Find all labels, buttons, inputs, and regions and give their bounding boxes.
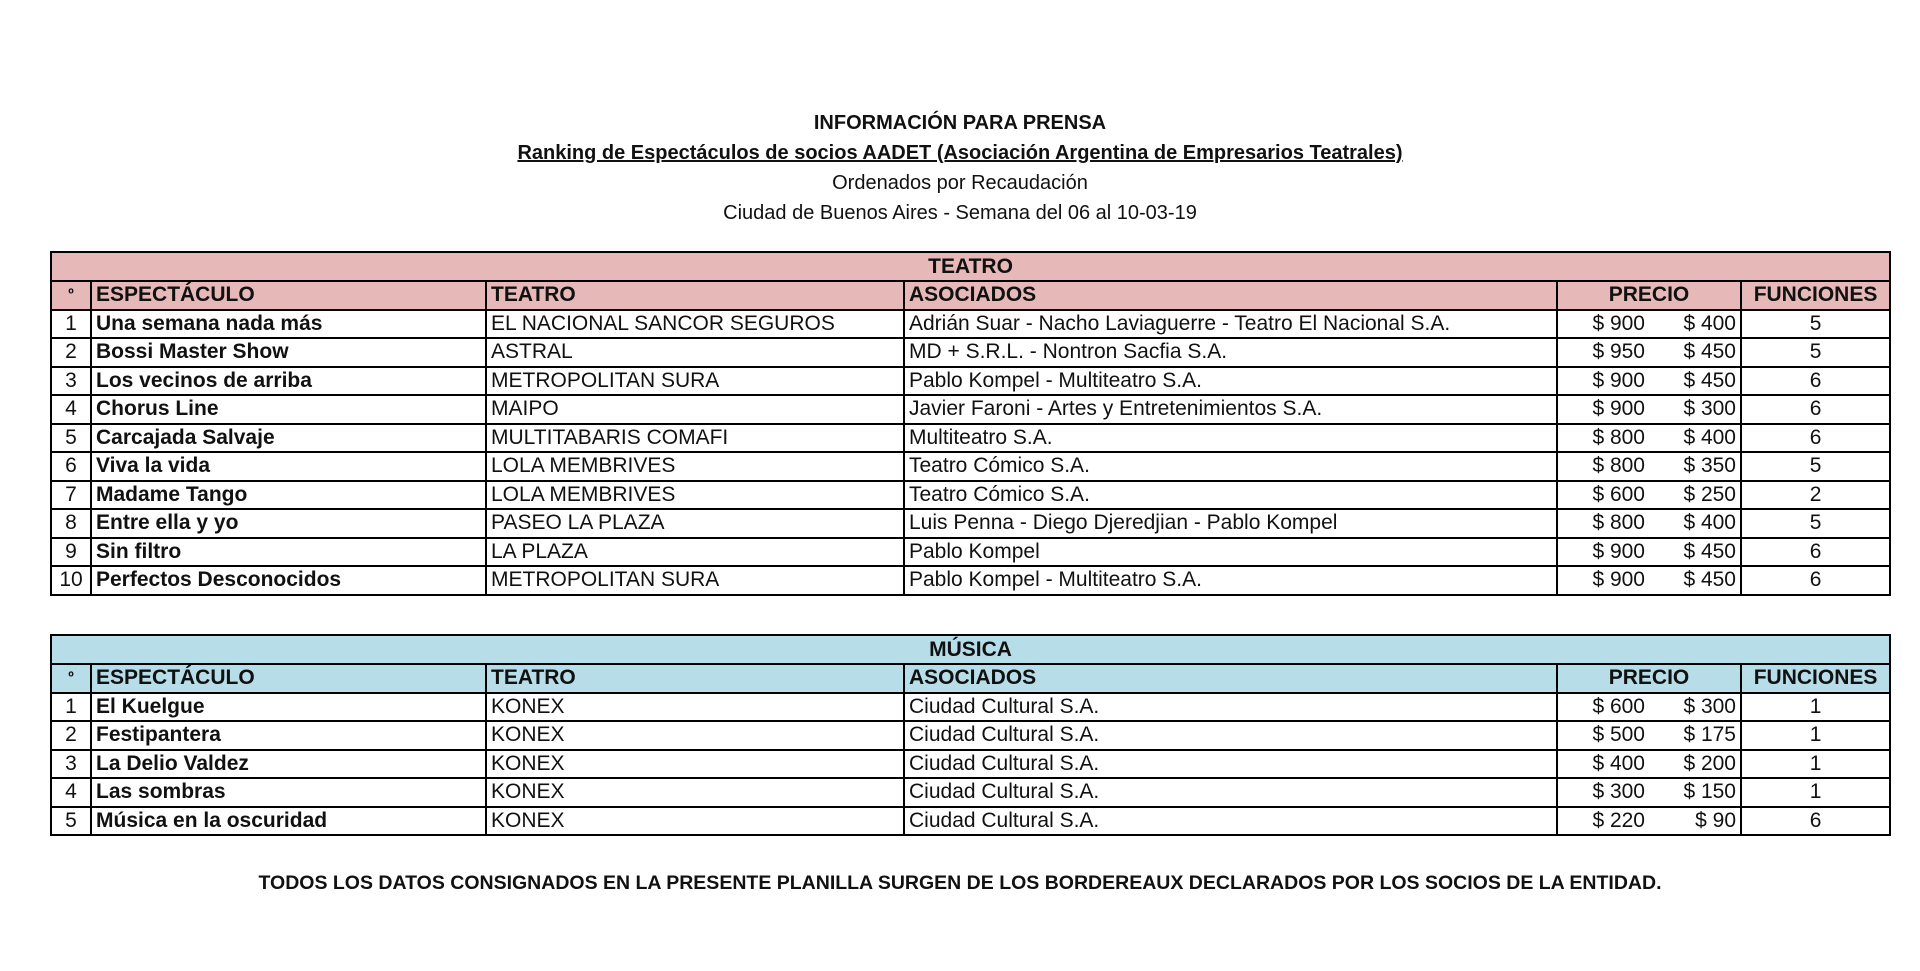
price-max-cell: $ 800: [1557, 424, 1649, 453]
rank-cell: 1: [51, 310, 91, 339]
table-row: [51, 310, 1890, 339]
theatre-cell: METROPOLITAN SURA: [486, 566, 904, 595]
price-min-cell: $ 450: [1649, 338, 1741, 367]
musica-section-title: MÚSICA: [51, 635, 1890, 664]
associates-cell: Ciudad Cultural S.A.: [904, 721, 1557, 750]
price-max-cell: $ 900: [1557, 310, 1649, 339]
functions-cell: 6: [1741, 395, 1890, 424]
show-cell: Entre ella y yo: [91, 509, 486, 538]
functions-cell: 1: [1741, 721, 1890, 750]
associates-cell: Teatro Cómico S.A.: [904, 452, 1557, 481]
rank-cell: 6: [51, 452, 91, 481]
price-min-cell: $ 450: [1649, 566, 1741, 595]
functions-cell: 5: [1741, 338, 1890, 367]
theatre-cell: EL NACIONAL SANCOR SEGUROS: [486, 310, 904, 339]
price-max-cell: $ 900: [1557, 395, 1649, 424]
functions-cell: 1: [1741, 778, 1890, 807]
table-row: [51, 807, 1890, 836]
show-cell: Carcajada Salvaje: [91, 424, 486, 453]
price-min-cell: $ 300: [1649, 395, 1741, 424]
price-max-cell: $ 950: [1557, 338, 1649, 367]
price-max-cell: $ 900: [1557, 367, 1649, 396]
functions-cell: 5: [1741, 509, 1890, 538]
theatre-cell: KONEX: [486, 778, 904, 807]
rank-cell: 2: [51, 338, 91, 367]
associates-cell: Javier Faroni - Artes y Entretenimientos S.A.: [904, 395, 1557, 424]
table-row: [51, 750, 1890, 779]
col-functions-header: FUNCIONES: [1741, 664, 1890, 693]
price-min-cell: $ 400: [1649, 509, 1741, 538]
col-num-header: º: [51, 281, 91, 310]
theatre-cell: LOLA MEMBRIVES: [486, 452, 904, 481]
show-cell: Música en la oscuridad: [91, 807, 486, 836]
show-cell: Chorus Line: [91, 395, 486, 424]
associates-cell: Teatro Cómico S.A.: [904, 481, 1557, 510]
price-max-cell: $ 900: [1557, 566, 1649, 595]
price-min-cell: $ 175: [1649, 721, 1741, 750]
col-price-header: PRECIO: [1557, 664, 1741, 693]
show-cell: Madame Tango: [91, 481, 486, 510]
table-row: [51, 395, 1890, 424]
theatre-cell: ASTRAL: [486, 338, 904, 367]
table-row: [51, 481, 1890, 510]
theatre-cell: PASEO LA PLAZA: [486, 509, 904, 538]
show-cell: Una semana nada más: [91, 310, 486, 339]
document-subtitle: Ranking de Espectáculos de socios AADET (Asociación Argentina de Empresarios Teatrales): [517, 142, 1403, 164]
theatre-cell: KONEX: [486, 693, 904, 722]
show-cell: Festipantera: [91, 721, 486, 750]
table-row: [51, 452, 1890, 481]
musica-table: [50, 634, 1891, 836]
rank-cell: 2: [51, 721, 91, 750]
associates-cell: Pablo Kompel: [904, 538, 1557, 567]
footer-note: TODOS LOS DATOS CONSIGNADOS EN LA PRESENTE PLANILLA SURGEN DE LOS BORDEREAUX DECLARADOS POR LOS SOCIOS DE LA ENTIDAD.: [258, 872, 1662, 894]
col-show-header: ESPECTÁCULO: [91, 281, 486, 310]
functions-cell: 5: [1741, 310, 1890, 339]
col-associates-header: ASOCIADOS: [904, 664, 1557, 693]
functions-cell: 5: [1741, 452, 1890, 481]
price-max-cell: $ 800: [1557, 452, 1649, 481]
rank-cell: 3: [51, 367, 91, 396]
rank-cell: 1: [51, 693, 91, 722]
rank-cell: 7: [51, 481, 91, 510]
functions-cell: 6: [1741, 807, 1890, 836]
price-min-cell: $ 400: [1649, 424, 1741, 453]
theatre-cell: METROPOLITAN SURA: [486, 367, 904, 396]
rank-cell: 5: [51, 424, 91, 453]
ordering-note: Ordenados por Recaudación: [832, 172, 1088, 194]
table-row: [51, 367, 1890, 396]
functions-cell: 6: [1741, 367, 1890, 396]
musica-column-headers: [51, 664, 1890, 693]
theatre-cell: KONEX: [486, 807, 904, 836]
rank-cell: 8: [51, 509, 91, 538]
table-row: [51, 693, 1890, 722]
col-associates-header: ASOCIADOS: [904, 281, 1557, 310]
theatre-cell: MULTITABARIS COMAFI: [486, 424, 904, 453]
price-min-cell: $ 250: [1649, 481, 1741, 510]
price-min-cell: $ 200: [1649, 750, 1741, 779]
rank-cell: 9: [51, 538, 91, 567]
associates-cell: Multiteatro S.A.: [904, 424, 1557, 453]
location-week: Ciudad de Buenos Aires - Semana del 06 al 10-03-19: [723, 202, 1197, 224]
price-max-cell: $ 900: [1557, 538, 1649, 567]
functions-cell: 6: [1741, 538, 1890, 567]
rank-cell: 10: [51, 566, 91, 595]
show-cell: Perfectos Desconocidos: [91, 566, 486, 595]
price-max-cell: $ 300: [1557, 778, 1649, 807]
price-min-cell: $ 150: [1649, 778, 1741, 807]
rank-cell: 4: [51, 395, 91, 424]
price-max-cell: $ 600: [1557, 481, 1649, 510]
col-functions-header: FUNCIONES: [1741, 281, 1890, 310]
price-min-cell: $ 90: [1649, 807, 1741, 836]
price-max-cell: $ 500: [1557, 721, 1649, 750]
functions-cell: 6: [1741, 424, 1890, 453]
theatre-cell: KONEX: [486, 721, 904, 750]
rank-cell: 3: [51, 750, 91, 779]
col-theatre-header: TEATRO: [486, 664, 904, 693]
functions-cell: 2: [1741, 481, 1890, 510]
show-cell: Bossi Master Show: [91, 338, 486, 367]
associates-cell: Luis Penna - Diego Djeredjian - Pablo Kompel: [904, 509, 1557, 538]
price-min-cell: $ 350: [1649, 452, 1741, 481]
associates-cell: Pablo Kompel - Multiteatro S.A.: [904, 566, 1557, 595]
associates-cell: Adrián Suar - Nacho Laviaguerre - Teatro El Nacional S.A.: [904, 310, 1557, 339]
theatre-cell: MAIPO: [486, 395, 904, 424]
col-price-header: PRECIO: [1557, 281, 1741, 310]
price-max-cell: $ 400: [1557, 750, 1649, 779]
document-title: INFORMACIÓN PARA PRENSA: [813, 112, 1107, 134]
price-max-cell: $ 220: [1557, 807, 1649, 836]
associates-cell: Pablo Kompel - Multiteatro S.A.: [904, 367, 1557, 396]
price-max-cell: $ 600: [1557, 693, 1649, 722]
price-max-cell: $ 800: [1557, 509, 1649, 538]
associates-cell: MD + S.R.L. - Nontron Sacfia S.A.: [904, 338, 1557, 367]
show-cell: Las sombras: [91, 778, 486, 807]
price-min-cell: $ 400: [1649, 310, 1741, 339]
teatro-table: [50, 251, 1891, 596]
table-row: [51, 424, 1890, 453]
functions-cell: 6: [1741, 566, 1890, 595]
table-row: [51, 721, 1890, 750]
table-row: [51, 778, 1890, 807]
show-cell: Sin filtro: [91, 538, 486, 567]
document-header: [0, 108, 1920, 228]
theatre-cell: KONEX: [486, 750, 904, 779]
rank-cell: 4: [51, 778, 91, 807]
teatro-section-title: TEATRO: [51, 252, 1890, 281]
associates-cell: Ciudad Cultural S.A.: [904, 807, 1557, 836]
associates-cell: Ciudad Cultural S.A.: [904, 693, 1557, 722]
functions-cell: 1: [1741, 693, 1890, 722]
table-row: [51, 509, 1890, 538]
price-min-cell: $ 450: [1649, 367, 1741, 396]
functions-cell: 1: [1741, 750, 1890, 779]
col-theatre-header: TEATRO: [486, 281, 904, 310]
price-min-cell: $ 300: [1649, 693, 1741, 722]
col-num-header: º: [51, 664, 91, 693]
teatro-column-headers: [51, 281, 1890, 310]
rank-cell: 5: [51, 807, 91, 836]
theatre-cell: LOLA MEMBRIVES: [486, 481, 904, 510]
theatre-cell: LA PLAZA: [486, 538, 904, 567]
show-cell: El Kuelgue: [91, 693, 486, 722]
table-row: [51, 338, 1890, 367]
show-cell: Los vecinos de arriba: [91, 367, 486, 396]
show-cell: Viva la vida: [91, 452, 486, 481]
col-show-header: ESPECTÁCULO: [91, 664, 486, 693]
price-min-cell: $ 450: [1649, 538, 1741, 567]
associates-cell: Ciudad Cultural S.A.: [904, 778, 1557, 807]
table-row: [51, 538, 1890, 567]
table-row: [51, 566, 1890, 595]
associates-cell: Ciudad Cultural S.A.: [904, 750, 1557, 779]
show-cell: La Delio Valdez: [91, 750, 486, 779]
